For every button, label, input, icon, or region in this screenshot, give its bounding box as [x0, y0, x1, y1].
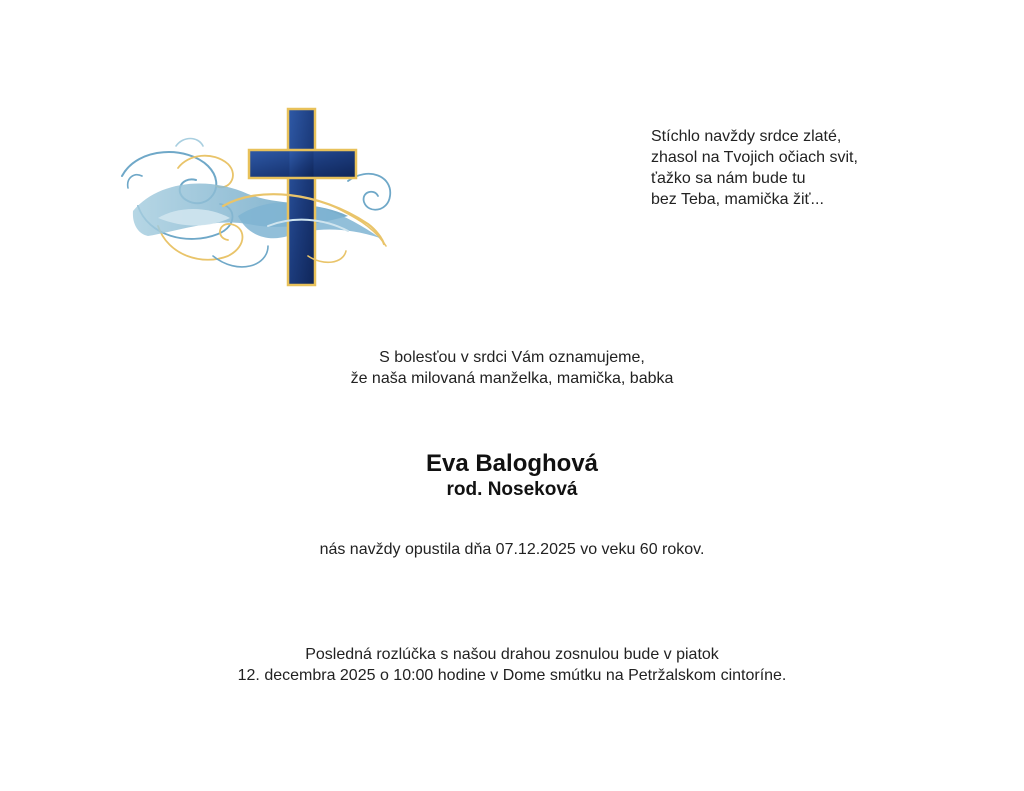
- funeral-notice: [0, 644, 1024, 686]
- poem-line: bez Teba, mamička žiť...: [651, 191, 824, 208]
- poem-line: ťažko sa nám bude tu: [651, 170, 806, 187]
- poem-verse: [651, 126, 858, 210]
- cross-with-swirls-icon: [118, 106, 400, 288]
- passing-text: nás navždy opustila dňa 07.12.2025 vo veku 60 rokov.: [319, 541, 705, 558]
- passing-notice: [0, 539, 1024, 560]
- maiden-name: rod. Noseková: [446, 479, 578, 500]
- announcement-line: S bolesťou v srdci Vám oznamujeme,: [379, 349, 645, 366]
- announcement-line: že naša milovaná manželka, mamička, babka: [350, 370, 674, 387]
- deceased-name: Eva Baloghová: [425, 450, 599, 477]
- funeral-line: Posledná rozlúčka s našou drahou zosnulou bude v piatok: [305, 646, 719, 663]
- announcement-text: [0, 347, 1024, 389]
- poem-line: zhasol na Tvojich očiach svit,: [651, 149, 858, 166]
- funeral-line: 12. decembra 2025 o 10:00 hodine v Dome smútku na Petržalskom cintoríne.: [237, 667, 787, 684]
- deceased-name-block: [0, 450, 1024, 502]
- poem-line: Stíchlo navždy srdce zlaté,: [651, 128, 842, 145]
